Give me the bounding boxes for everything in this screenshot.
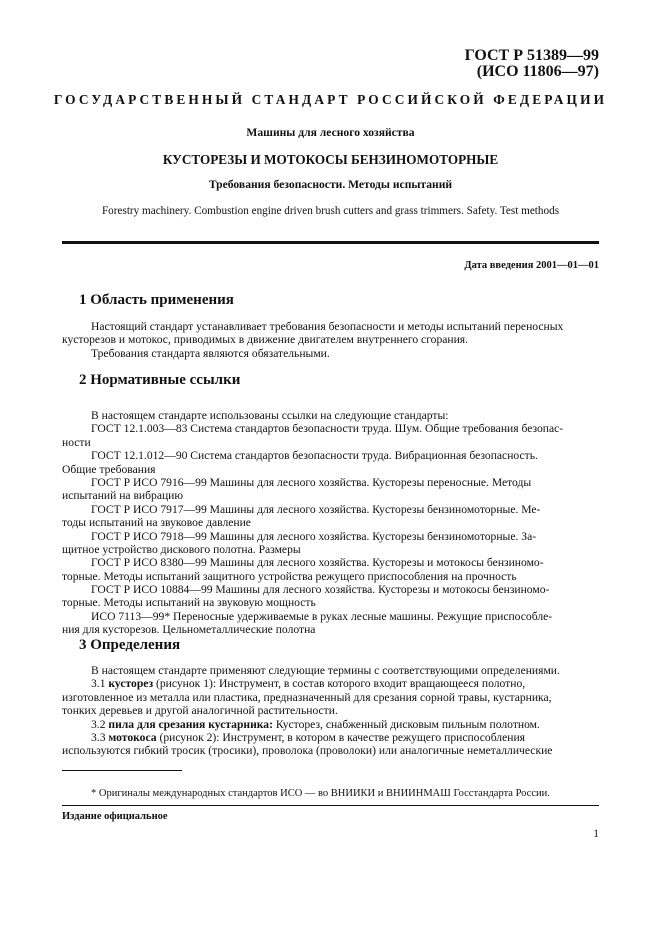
definitions-intro: В настоящем стандарте применяют следующие термины с соответствующими определениями. [91, 664, 560, 677]
def-text: (рисунок 1): Инструмент, в состав которого входит вращающееся полотно, [156, 677, 526, 691]
ref-line: ния для кусторезов. Цельнометаллические полотна [62, 623, 316, 637]
ref-line: ГОСТ Р ИСО 10884—99 Машины для лесного хозяйства. Кусторезы и мотокосы бензиномо- [91, 583, 550, 597]
footer-divider [62, 805, 599, 806]
page-number: 1 [593, 827, 599, 840]
def-text: (рисунок 2): Инструмент, в котором в качестве режущего приспособления [159, 730, 525, 744]
ref-line: испытаний на вибрацию [62, 489, 184, 503]
section-1-body [62, 320, 599, 360]
ref-line: Общие требования [62, 462, 156, 476]
ref-line: ГОСТ Р ИСО 7916—99 Машины для лесного хозяйства. Кусторезы переносные. Методы [91, 475, 532, 489]
footnote-divider [62, 770, 182, 771]
section-3-heading: 3 Определения [79, 637, 181, 653]
state-standard-title: ГОСУДАРСТВЕННЫЙ СТАНДАРТ РОССИЙСКОЙ ФЕДЕРАЦИИ [53, 92, 608, 107]
ref-line: ГОСТ 12.1.003—83 Система стандартов безопасности труда. Шум. Общие требования безопас- [91, 422, 564, 436]
ref-line: щитное устройство дискового полотна. Размеры [62, 542, 301, 556]
ref-line: торные. Методы испытаний на звуковую мощность [62, 596, 316, 610]
definition-line [62, 677, 599, 690]
definition-line [62, 731, 599, 744]
ref-line: ГОСТ 12.1.012—90 Система стандартов безопасности труда. Вибрационная безопасность. [91, 449, 538, 463]
iso-number: (ИСО 11806—97) [476, 63, 599, 80]
def-term: пила для срезания кустарника: [108, 717, 273, 731]
title-divider [62, 241, 599, 244]
section-1-heading: 1 Область применения [79, 292, 234, 308]
main-title: КУСТОРЕЗЫ И МОТОКОСЫ БЕНЗИНОМОТОРНЫЕ [162, 152, 499, 167]
footnote: * Оригиналы международных стандартов ИСО — во ВНИИКИ и ВНИИНМАШ Госстандарта России. [91, 788, 550, 799]
effective-date: Дата введения 2001—01—01 [464, 260, 599, 271]
ref-line: тоды испытаний на звуковое давление [62, 516, 251, 530]
category-title: Машины для лесного хозяйства [246, 126, 415, 139]
definition-line: тонких деревьев и другой аналогичной растительности. [62, 704, 338, 718]
definition-line: изготовленное из металла или пластика, предназначенный для срезания сорной травы, кустарника, [62, 690, 552, 704]
ref-line: торные. Методы испытаний защитного устройства режущего приспособления на прочность [62, 569, 517, 583]
body-line: кусторезов и мотокос, приводимых в движение двигателем внутреннего сгорания. [62, 333, 469, 347]
def-number: 3.2 [91, 717, 106, 731]
section-3-body [62, 664, 599, 758]
def-term: мотокоса [108, 730, 157, 744]
edition-label: Издание официальное [62, 811, 168, 822]
section-2-body [62, 409, 599, 637]
subtitle: Требования безопасности. Методы испытаний [208, 178, 453, 191]
ref-line: ИСО 7113—99* Переносные удерживаемые в руках лесные машины. Режущие приспособле- [91, 609, 553, 623]
definition-line: используются гибкий тросик (тросики), проволока (проволоки) или аналогичные неметаллические [62, 744, 553, 758]
def-text: Кусторез, снабженный дисковым пильным полотном. [275, 717, 540, 731]
standard-number: ГОСТ Р 51389—99 [464, 47, 599, 64]
ref-line: ГОСТ Р ИСО 8380—99 Машины для лесного хозяйства. Кусторезы и мотокосы бензиномо- [91, 556, 544, 570]
body-line: Настоящий стандарт устанавливает требования безопасности и методы испытаний переносных [91, 320, 564, 333]
ref-line: ности [62, 435, 91, 449]
def-term: кусторез [108, 677, 154, 691]
english-title: Forestry machinery. Combustion engine driven brush cutters and grass trimmers. Safety. Test methods [101, 205, 560, 217]
ref-line: ГОСТ Р ИСО 7918—99 Машины для лесного хозяйства. Кусторезы бензиномоторные. За- [91, 529, 537, 543]
definition-line [62, 718, 599, 731]
refs-intro: В настоящем стандарте использованы ссылки на следующие стандарты: [91, 409, 449, 422]
ref-line: ГОСТ Р ИСО 7917—99 Машины для лесного хозяйства. Кусторезы бензиномоторные. Ме- [91, 502, 541, 516]
def-number: 3.1 [91, 677, 106, 691]
def-number: 3.3 [91, 730, 106, 744]
body-line: Требования стандарта являются обязательными. [91, 346, 330, 360]
section-2-heading: 2 Нормативные ссылки [79, 372, 241, 388]
